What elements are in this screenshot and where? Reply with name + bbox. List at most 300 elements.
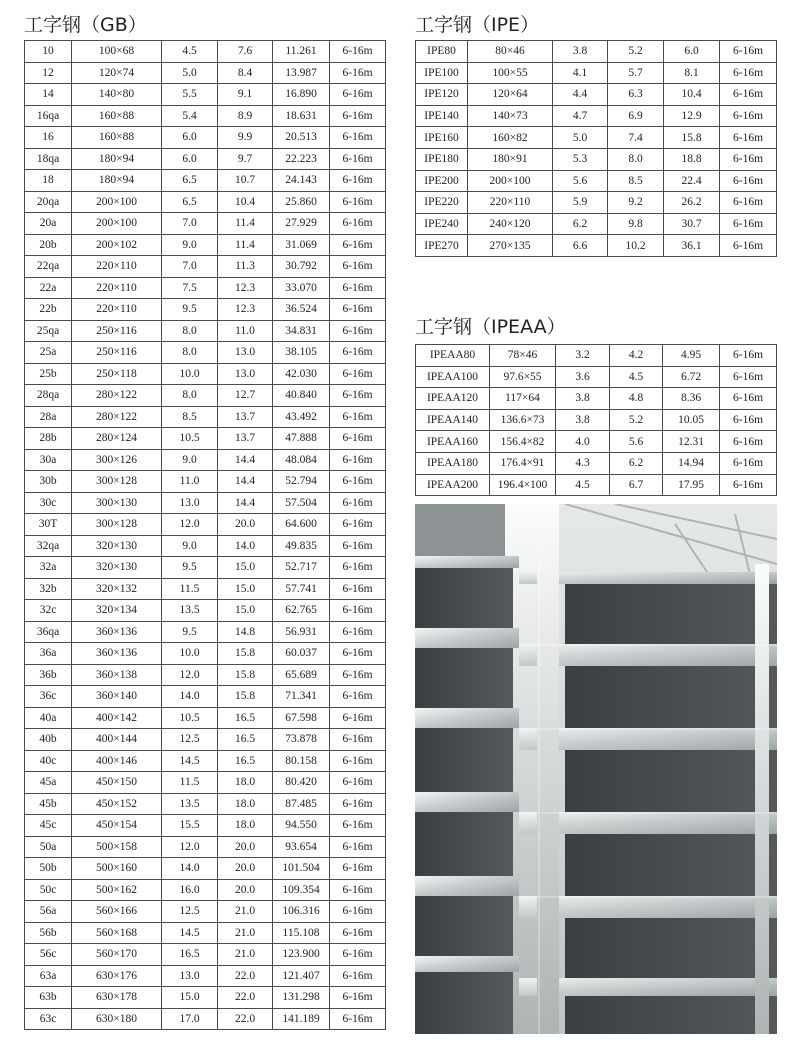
- table-cell: 6-16m: [330, 406, 386, 428]
- table-row: [25, 836, 386, 858]
- table-cell: 5.3: [553, 148, 608, 170]
- table-cell: 11.4: [218, 234, 273, 256]
- table-cell: 6-16m: [330, 449, 386, 471]
- table-row: [25, 385, 386, 407]
- table-cell: 20.0: [218, 514, 273, 536]
- table-cell: 4.4: [553, 84, 608, 106]
- table-cell: 450×154: [72, 815, 162, 837]
- table-cell: 220×110: [468, 192, 553, 214]
- table-row: [25, 922, 386, 944]
- table-cell: 100×55: [468, 62, 553, 84]
- table-cell: 6-16m: [720, 213, 777, 235]
- table-cell: 450×150: [72, 772, 162, 794]
- table-row: [25, 41, 386, 63]
- table-cell: IPEAA80: [416, 345, 490, 367]
- table-row: [25, 170, 386, 192]
- table-cell: 6.3: [608, 84, 664, 106]
- table-cell: 6-16m: [720, 388, 777, 410]
- table-cell: 11.3: [218, 256, 273, 278]
- table-row: [25, 299, 386, 321]
- table-cell: 21.0: [218, 944, 273, 966]
- table-cell: 13.0: [162, 492, 218, 514]
- table-cell: 93.654: [273, 836, 330, 858]
- table-row: [416, 452, 777, 474]
- table-cell: 6-16m: [330, 557, 386, 579]
- table-cell: 8.5: [162, 406, 218, 428]
- table-cell: 40a: [25, 707, 72, 729]
- table-row: [25, 772, 386, 794]
- table-cell: 28a: [25, 406, 72, 428]
- table-cell: 16.0: [162, 879, 218, 901]
- table-cell: 22.0: [218, 965, 273, 987]
- table-cell: 6-16m: [330, 277, 386, 299]
- table-cell: 630×178: [72, 987, 162, 1009]
- table-cell: 4.3: [556, 452, 610, 474]
- table-cell: 13.0: [218, 342, 273, 364]
- table-cell: 6-16m: [330, 772, 386, 794]
- table-cell: 500×158: [72, 836, 162, 858]
- table-row: [416, 409, 777, 431]
- table-cell: 9.0: [162, 234, 218, 256]
- table-cell: 360×136: [72, 621, 162, 643]
- table-cell: 400×146: [72, 750, 162, 772]
- table-cell: 6-16m: [330, 836, 386, 858]
- table-row: [25, 643, 386, 665]
- table-cell: 20.0: [218, 858, 273, 880]
- table-row: [25, 127, 386, 149]
- table-cell: 7.0: [162, 256, 218, 278]
- table-cell: 80.158: [273, 750, 330, 772]
- table-cell: 14.4: [218, 449, 273, 471]
- table-cell: 36qa: [25, 621, 72, 643]
- table-cell: IPEAA180: [416, 452, 490, 474]
- table-cell: 30T: [25, 514, 72, 536]
- table-cell: 131.298: [273, 987, 330, 1009]
- table-cell: 15.0: [162, 987, 218, 1009]
- table-cell: 11.261: [273, 41, 330, 63]
- table-cell: 48.084: [273, 449, 330, 471]
- table-cell: 6.5: [162, 170, 218, 192]
- table-cell: 15.5: [162, 815, 218, 837]
- table-cell: 630×180: [72, 1008, 162, 1030]
- ipeaa-spec-table: [415, 344, 777, 496]
- table-row: [25, 686, 386, 708]
- table-cell: 9.5: [162, 621, 218, 643]
- table-cell: 7.6: [218, 41, 273, 63]
- table-cell: 10.5: [162, 428, 218, 450]
- table-cell: 240×120: [468, 213, 553, 235]
- table-cell: 8.0: [162, 320, 218, 342]
- table-cell: 200×102: [72, 234, 162, 256]
- table-cell: 5.9: [553, 192, 608, 214]
- table-cell: 270×135: [468, 235, 553, 257]
- table-cell: 36c: [25, 686, 72, 708]
- table-cell: 6-16m: [720, 235, 777, 257]
- table-cell: 28b: [25, 428, 72, 450]
- table-cell: 250×116: [72, 342, 162, 364]
- table-cell: 13.987: [273, 62, 330, 84]
- table-cell: 115.108: [273, 922, 330, 944]
- table-cell: 87.485: [273, 793, 330, 815]
- table-cell: 6-16m: [720, 409, 777, 431]
- table-cell: 67.598: [273, 707, 330, 729]
- table-cell: 14.4: [218, 471, 273, 493]
- table-cell: IPE200: [416, 170, 468, 192]
- ipeaa-section-title: 工字钢（IPEAA）: [415, 316, 566, 338]
- table-cell: 10.2: [608, 235, 664, 257]
- ipe-section-title: 工字钢（IPE）: [415, 14, 540, 36]
- table-cell: 4.2: [610, 345, 663, 367]
- table-cell: 6-16m: [330, 363, 386, 385]
- table-cell: 8.5: [608, 170, 664, 192]
- table-cell: 30.792: [273, 256, 330, 278]
- table-row: [25, 105, 386, 127]
- table-cell: 6.9: [608, 105, 664, 127]
- table-cell: 97.6×55: [490, 366, 556, 388]
- table-row: [416, 192, 777, 214]
- table-cell: 200×100: [468, 170, 553, 192]
- table-cell: 15.8: [218, 664, 273, 686]
- table-cell: 16.890: [273, 84, 330, 106]
- table-row: [25, 815, 386, 837]
- table-cell: 250×116: [72, 320, 162, 342]
- table-cell: 15.0: [218, 600, 273, 622]
- table-cell: 6-16m: [330, 428, 386, 450]
- table-cell: 32a: [25, 557, 72, 579]
- table-cell: 80×46: [468, 41, 553, 63]
- table-row: [25, 535, 386, 557]
- table-cell: 22a: [25, 277, 72, 299]
- table-cell: 56.931: [273, 621, 330, 643]
- table-cell: 32c: [25, 600, 72, 622]
- table-cell: 6-16m: [330, 471, 386, 493]
- table-cell: IPEAA160: [416, 431, 490, 453]
- table-cell: 10.0: [162, 363, 218, 385]
- table-cell: 6-16m: [330, 514, 386, 536]
- table-cell: 360×138: [72, 664, 162, 686]
- table-cell: 11.5: [162, 772, 218, 794]
- table-cell: 320×134: [72, 600, 162, 622]
- table-cell: 17.0: [162, 1008, 218, 1030]
- table-row: [416, 345, 777, 367]
- table-cell: 80.420: [273, 772, 330, 794]
- table-cell: 26.2: [664, 192, 720, 214]
- table-cell: 12.0: [162, 664, 218, 686]
- table-cell: 6-16m: [720, 62, 777, 84]
- table-cell: 6-16m: [720, 170, 777, 192]
- table-cell: 200×100: [72, 191, 162, 213]
- table-cell: 10.4: [664, 84, 720, 106]
- table-cell: 16.5: [218, 729, 273, 751]
- table-cell: 6-16m: [330, 664, 386, 686]
- table-cell: 36b: [25, 664, 72, 686]
- table-row: [25, 858, 386, 880]
- table-cell: 11.5: [162, 578, 218, 600]
- gb-spec-table: [24, 40, 386, 1030]
- table-cell: 4.95: [663, 345, 720, 367]
- table-cell: 13.0: [218, 363, 273, 385]
- table-cell: 10.4: [218, 191, 273, 213]
- table-cell: 57.504: [273, 492, 330, 514]
- table-cell: 220×110: [72, 277, 162, 299]
- table-cell: 13.5: [162, 600, 218, 622]
- table-cell: 9.5: [162, 557, 218, 579]
- table-cell: 36.524: [273, 299, 330, 321]
- table-cell: 6.0: [664, 41, 720, 63]
- table-cell: 500×160: [72, 858, 162, 880]
- table-cell: 6-16m: [330, 621, 386, 643]
- table-cell: 6-16m: [330, 535, 386, 557]
- table-cell: 250×118: [72, 363, 162, 385]
- table-cell: 5.0: [162, 62, 218, 84]
- table-cell: 8.0: [162, 342, 218, 364]
- table-cell: 45a: [25, 772, 72, 794]
- table-row: [416, 431, 777, 453]
- table-cell: 33.070: [273, 277, 330, 299]
- table-cell: 4.8: [610, 388, 663, 410]
- table-row: [416, 474, 777, 496]
- table-cell: 30c: [25, 492, 72, 514]
- table-cell: 15.0: [218, 557, 273, 579]
- table-cell: 6-16m: [720, 84, 777, 106]
- table-cell: 180×91: [468, 148, 553, 170]
- table-cell: 31.069: [273, 234, 330, 256]
- table-cell: 6-16m: [330, 342, 386, 364]
- table-cell: 156.4×82: [490, 431, 556, 453]
- table-cell: 14.8: [218, 621, 273, 643]
- table-cell: 6-16m: [330, 729, 386, 751]
- table-cell: IPE80: [416, 41, 468, 63]
- table-cell: 50b: [25, 858, 72, 880]
- table-cell: 4.5: [162, 41, 218, 63]
- table-cell: 6-16m: [330, 858, 386, 880]
- table-cell: 3.8: [553, 41, 608, 63]
- table-cell: 6-16m: [720, 148, 777, 170]
- table-row: [25, 234, 386, 256]
- table-cell: 9.8: [608, 213, 664, 235]
- table-cell: 9.0: [162, 535, 218, 557]
- table-cell: 6-16m: [720, 105, 777, 127]
- table-cell: 6-16m: [330, 987, 386, 1009]
- table-cell: 6-16m: [330, 643, 386, 665]
- table-cell: 12.0: [162, 514, 218, 536]
- table-row: [25, 363, 386, 385]
- table-row: [25, 707, 386, 729]
- table-row: [25, 557, 386, 579]
- table-cell: 280×124: [72, 428, 162, 450]
- table-cell: 25b: [25, 363, 72, 385]
- table-row: [416, 170, 777, 192]
- table-cell: 6-16m: [720, 192, 777, 214]
- table-cell: 25qa: [25, 320, 72, 342]
- table-cell: 12.31: [663, 431, 720, 453]
- table-cell: 8.0: [608, 148, 664, 170]
- table-cell: 12.5: [162, 729, 218, 751]
- table-cell: 27.929: [273, 213, 330, 235]
- table-cell: 180×94: [72, 170, 162, 192]
- table-cell: 12.7: [218, 385, 273, 407]
- table-row: [25, 191, 386, 213]
- table-cell: 45b: [25, 793, 72, 815]
- table-cell: 160×88: [72, 105, 162, 127]
- table-cell: 6-16m: [330, 965, 386, 987]
- table-cell: 6-16m: [330, 385, 386, 407]
- table-cell: 43.492: [273, 406, 330, 428]
- table-cell: 6-16m: [330, 901, 386, 923]
- table-cell: 6-16m: [330, 62, 386, 84]
- table-cell: 5.2: [608, 41, 664, 63]
- table-cell: 40b: [25, 729, 72, 751]
- table-cell: 16: [25, 127, 72, 149]
- table-row: [25, 213, 386, 235]
- table-cell: 34.831: [273, 320, 330, 342]
- table-cell: 560×166: [72, 901, 162, 923]
- table-row: [25, 729, 386, 751]
- table-cell: 140×80: [72, 84, 162, 106]
- table-cell: 12.0: [162, 836, 218, 858]
- table-cell: 11.0: [162, 471, 218, 493]
- table-cell: IPEAA200: [416, 474, 490, 496]
- table-cell: 3.8: [556, 388, 610, 410]
- table-cell: 18.631: [273, 105, 330, 127]
- table-cell: 21.0: [218, 901, 273, 923]
- table-cell: 6-16m: [330, 234, 386, 256]
- table-cell: 15.8: [218, 643, 273, 665]
- table-row: [25, 987, 386, 1009]
- table-cell: 16.5: [218, 750, 273, 772]
- table-cell: 18.8: [664, 148, 720, 170]
- table-row: [416, 235, 777, 257]
- table-row: [25, 62, 386, 84]
- table-cell: 6.5: [162, 191, 218, 213]
- table-cell: 6-16m: [330, 213, 386, 235]
- table-cell: 450×152: [72, 793, 162, 815]
- table-cell: 117×64: [490, 388, 556, 410]
- table-cell: 6-16m: [720, 431, 777, 453]
- table-cell: 6-16m: [330, 299, 386, 321]
- table-cell: 49.835: [273, 535, 330, 557]
- table-cell: 65.689: [273, 664, 330, 686]
- table-cell: 320×130: [72, 557, 162, 579]
- table-cell: 20.0: [218, 879, 273, 901]
- table-cell: 52.717: [273, 557, 330, 579]
- table-row: [25, 578, 386, 600]
- table-cell: 20qa: [25, 191, 72, 213]
- table-cell: IPE100: [416, 62, 468, 84]
- table-row: [25, 428, 386, 450]
- table-cell: 6.0: [162, 148, 218, 170]
- table-cell: 8.9: [218, 105, 273, 127]
- table-row: [25, 750, 386, 772]
- table-cell: 20a: [25, 213, 72, 235]
- table-cell: 22b: [25, 299, 72, 321]
- table-cell: 14: [25, 84, 72, 106]
- table-row: [25, 342, 386, 364]
- table-row: [416, 366, 777, 388]
- table-row: [25, 492, 386, 514]
- table-cell: IPE240: [416, 213, 468, 235]
- table-cell: IPEAA140: [416, 409, 490, 431]
- table-cell: 14.5: [162, 922, 218, 944]
- table-cell: 9.7: [218, 148, 273, 170]
- table-cell: 121.407: [273, 965, 330, 987]
- table-cell: 7.5: [162, 277, 218, 299]
- table-cell: 6-16m: [330, 750, 386, 772]
- table-cell: 9.5: [162, 299, 218, 321]
- table-cell: 7.4: [608, 127, 664, 149]
- table-cell: 12.9: [664, 105, 720, 127]
- table-cell: 36.1: [664, 235, 720, 257]
- table-cell: 22qa: [25, 256, 72, 278]
- table-cell: 8.4: [218, 62, 273, 84]
- table-cell: 6-16m: [330, 492, 386, 514]
- table-row: [416, 105, 777, 127]
- table-row: [416, 84, 777, 106]
- table-cell: 71.341: [273, 686, 330, 708]
- table-cell: 10.05: [663, 409, 720, 431]
- table-row: [416, 213, 777, 235]
- table-cell: 560×170: [72, 944, 162, 966]
- table-cell: 4.5: [556, 474, 610, 496]
- table-cell: 12: [25, 62, 72, 84]
- table-cell: 630×176: [72, 965, 162, 987]
- table-cell: 6-16m: [720, 127, 777, 149]
- table-cell: 200×100: [72, 213, 162, 235]
- table-row: [25, 449, 386, 471]
- table-cell: 57.741: [273, 578, 330, 600]
- table-cell: 4.7: [553, 105, 608, 127]
- table-cell: 10.0: [162, 643, 218, 665]
- table-cell: 30.7: [664, 213, 720, 235]
- table-cell: 5.7: [608, 62, 664, 84]
- table-cell: 176.4×91: [490, 452, 556, 474]
- table-cell: 160×88: [72, 127, 162, 149]
- table-cell: 7.0: [162, 213, 218, 235]
- table-cell: 14.0: [162, 858, 218, 880]
- table-cell: 12.3: [218, 299, 273, 321]
- table-cell: 18.0: [218, 815, 273, 837]
- table-cell: 22.223: [273, 148, 330, 170]
- table-cell: 78×46: [490, 345, 556, 367]
- table-cell: 64.600: [273, 514, 330, 536]
- table-cell: 9.0: [162, 449, 218, 471]
- table-cell: 360×136: [72, 643, 162, 665]
- table-cell: 120×64: [468, 84, 553, 106]
- table-cell: 300×130: [72, 492, 162, 514]
- table-cell: 120×74: [72, 62, 162, 84]
- table-cell: 4.1: [553, 62, 608, 84]
- table-cell: 63a: [25, 965, 72, 987]
- table-cell: 15.0: [218, 578, 273, 600]
- table-cell: 45c: [25, 815, 72, 837]
- table-cell: IPEAA100: [416, 366, 490, 388]
- ipe-spec-table: [415, 40, 777, 257]
- table-cell: 8.0: [162, 385, 218, 407]
- table-row: [25, 514, 386, 536]
- table-cell: 3.6: [556, 366, 610, 388]
- table-cell: 14.4: [218, 492, 273, 514]
- table-cell: 360×140: [72, 686, 162, 708]
- table-cell: 300×128: [72, 514, 162, 536]
- table-cell: 280×122: [72, 385, 162, 407]
- table-cell: 40c: [25, 750, 72, 772]
- table-cell: 30b: [25, 471, 72, 493]
- table-cell: 14.94: [663, 452, 720, 474]
- table-row: [25, 965, 386, 987]
- table-cell: 300×128: [72, 471, 162, 493]
- table-cell: 6-16m: [330, 191, 386, 213]
- table-cell: 38.105: [273, 342, 330, 364]
